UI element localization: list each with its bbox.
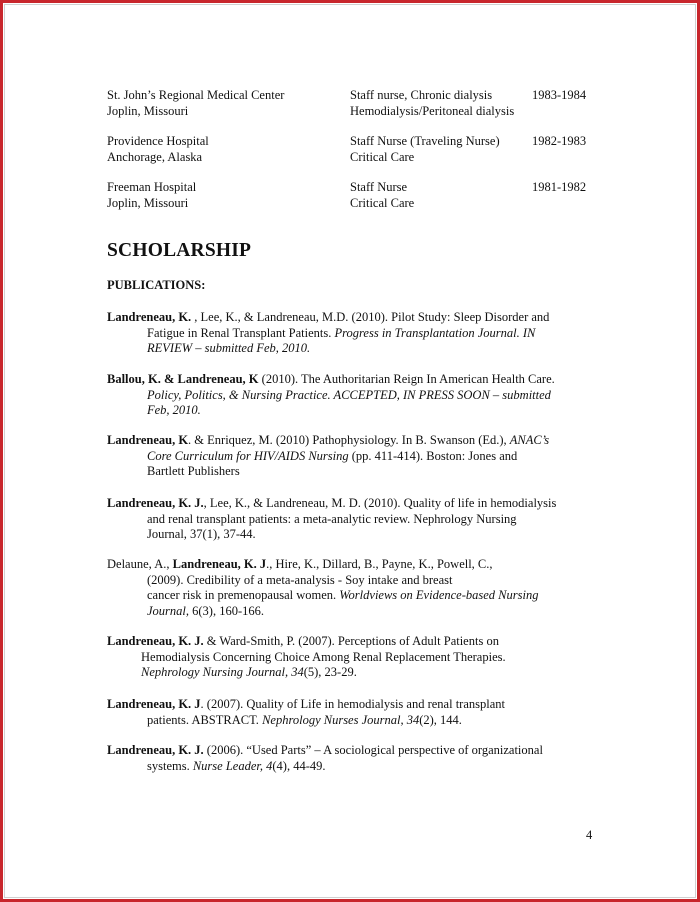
job-role: Staff Nurse (Traveling Nurse) [350, 134, 500, 148]
journal-title: Feb, 2010. [147, 403, 201, 417]
publication-entry [107, 496, 597, 543]
citation-text: (2009). Credibility of a meta-analysis - Soy intake and breast [147, 572, 453, 587]
citation-text: , Lee, K., & Landreneau, M.D. (2010). Pilot Study: Sleep Disorder and [191, 310, 550, 324]
citation-text: Hemodialysis Concerning Choice Among Renal Replacement Therapies. [141, 649, 506, 664]
author-bold: Landreneau, K. J. [107, 634, 204, 648]
author-bold: Landreneau, K. J [107, 697, 201, 711]
employer-location: Joplin, Missouri [107, 103, 189, 118]
job-years: 1982-1983 [532, 134, 587, 148]
publication-entry [107, 697, 597, 728]
author-bold: Landreneau, K. [107, 310, 192, 324]
citation-text: and renal transplant patients: a meta-analytic review. Nephrology Nursing [147, 511, 517, 526]
publication-entry [107, 557, 597, 619]
publication-entry [107, 310, 597, 357]
employer-name: Providence Hospital [107, 134, 209, 148]
citation-text: cancer risk in premenopausal women. [147, 588, 340, 602]
journal-title: Nephrology Nurses Journal, 34 [262, 712, 420, 727]
employment-entry [107, 134, 607, 166]
section-heading: SCHOLARSHIP [107, 240, 252, 261]
employer-location: Joplin, Missouri [107, 195, 189, 210]
author-bold: Landreneau, K [107, 433, 189, 447]
publication-entry [107, 372, 597, 419]
citation-text: Fatigue in Renal Transplant Patients. [147, 325, 335, 340]
author-bold: Ballou, K. & Landreneau, K [107, 372, 259, 386]
citation-text: 6(3), 160-166. [189, 603, 265, 618]
citation-text: & Ward-Smith, P. (2007). Perceptions of Adult Patients on [203, 634, 499, 648]
citation-text: systems. [147, 758, 193, 773]
job-role: Staff Nurse [350, 180, 408, 194]
job-years: 1981-1982 [532, 180, 587, 194]
citation-text: (2006). “Used Parts” – A sociological perspective of organizational [203, 743, 543, 757]
citation-text: (4), 44-49. [272, 758, 326, 773]
job-years: 1983-1984 [532, 88, 587, 102]
citation-text: patients. ABSTRACT. [147, 712, 263, 727]
publication-entry [107, 743, 597, 774]
journal-title: Nephrology Nursing Journal, 34 [141, 665, 304, 679]
employer-name: St. John’s Regional Medical Center [107, 88, 285, 102]
citation-text: Journal, 37(1), 37-44. [147, 527, 256, 541]
citation-text: (2010). The Authoritarian Reign In American Health Care. [258, 372, 555, 386]
employment-entry [107, 88, 607, 120]
journal-title: Journal, [147, 603, 190, 618]
journal-title: REVIEW – submitted Feb, 2010. [147, 341, 311, 355]
subsection-heading: PUBLICATIONS: [107, 278, 206, 292]
employment-entry [107, 180, 607, 212]
citation-text: Delaune, A., [107, 557, 173, 571]
citation-text: . & Enriquez, M. (2010) Pathophysiology. In B. Swanson (Ed.), [188, 433, 510, 447]
journal-title: Progress in Transplantation Journal. IN [334, 325, 536, 340]
journal-title: Nurse Leader, 4 [192, 758, 273, 773]
job-unit: Critical Care [350, 149, 415, 164]
page-number: 4 [586, 828, 593, 842]
job-unit: Critical Care [350, 195, 415, 210]
employer-name: Freeman Hospital [107, 180, 197, 194]
author-bold: Landreneau, K. J. [107, 496, 204, 510]
journal-title: ANAC’s [509, 433, 550, 447]
citation-text: (pp. 411-414). Boston: Jones and [348, 448, 518, 463]
employer-location: Anchorage, Alaska [107, 149, 203, 164]
author-bold: Landreneau, K. J [172, 557, 267, 571]
citation-text: (5), 23-29. [303, 665, 357, 679]
citation-text: (2), 144. [419, 712, 462, 727]
publication-entry [107, 634, 597, 681]
citation-text: ., Hire, K., Dillard, B., Payne, K., Powell, C., [266, 557, 493, 571]
publication-entry [107, 433, 597, 480]
citation-text: . (2007). Quality of Life in hemodialysis and renal transplant [200, 697, 505, 711]
journal-title: Core Curriculum for HIV/AIDS Nursing [147, 448, 349, 463]
author-bold: Landreneau, K. J. [107, 743, 204, 757]
journal-title: Policy, Politics, & Nursing Practice. ACCEPTED, IN PRESS SOON – submitted [147, 387, 551, 402]
job-role: Staff nurse, Chronic dialysis [350, 88, 493, 102]
journal-title: Worldviews on Evidence-based Nursing [339, 588, 539, 602]
job-unit: Hemodialysis/Peritoneal dialysis [350, 103, 515, 118]
citation-text: Bartlett Publishers [147, 464, 240, 478]
citation-text: , Lee, K., & Landreneau, M. D. (2010). Quality of life in hemodialysis [203, 496, 557, 510]
